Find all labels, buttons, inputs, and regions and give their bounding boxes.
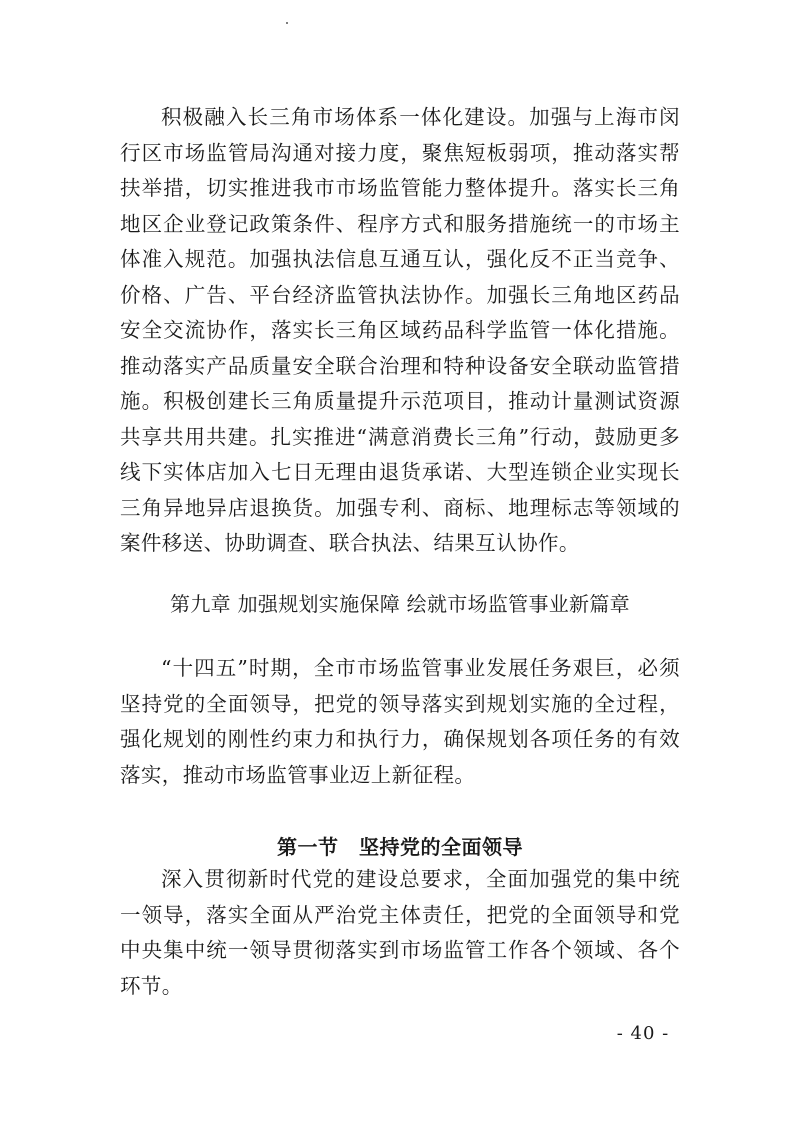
scan-dot	[286, 22, 288, 24]
body-paragraph-chapter-intro: “十四五”时期，全市市场监管事业发展任务艰巨，必须坚持党的全面领导，把党的领导落实到规划实施的全过程，强化规划的刚性约束力和执行力，确保规划各项任务的有效落实，推动市场监管事业迈上新征程。	[120, 656, 680, 787]
body-paragraph-regional-integration: 积极融入长三角市场体系一体化建设。加强与上海市闵行区市场监管局沟通对接力度，聚焦短板弱项，推动落实帮扶举措，切实推进我市市场监管能力整体提升。落实长三角地区企业登记政策条件、程序方式和服务措施统一的市场主体准入规范。加强执法信息互通互认，强化反不正当竞争、价格、广告、平台经济监管执法协作。加强长三角地区药品安全交流协作，落实长三角区域药品科学监管一体化措施。推动落实产品质量安全联合治理和特种设备安全联动监管措施。积极创建长三角质量提升示范项目，推动计量测试资源共享共用共建。扎实推进“满意消费长三角”行动，鼓励更多线下实体店加入七日无理由退货承诺、大型连锁企业实现长三角异地异店退换货。加强专利、商标、地理标志等领域的案件移送、协助调查、联合执法、结果互认协作。	[120, 105, 680, 555]
chapter-title: 第九章 加强规划实施保障 绘就市场监管事业新篇章	[170, 592, 630, 616]
page-number: - 40 -	[616, 1023, 670, 1044]
body-paragraph-party-leadership: 深入贯彻新时代党的建设总要求，全面加强党的集中统一领导，落实全面从严治党主体责任，把党的全面领导和党中央集中统一领导贯彻落实到市场监管工作各个领域、各个环节。	[120, 867, 680, 998]
section-title: 第一节 坚持党的全面领导	[277, 835, 523, 859]
